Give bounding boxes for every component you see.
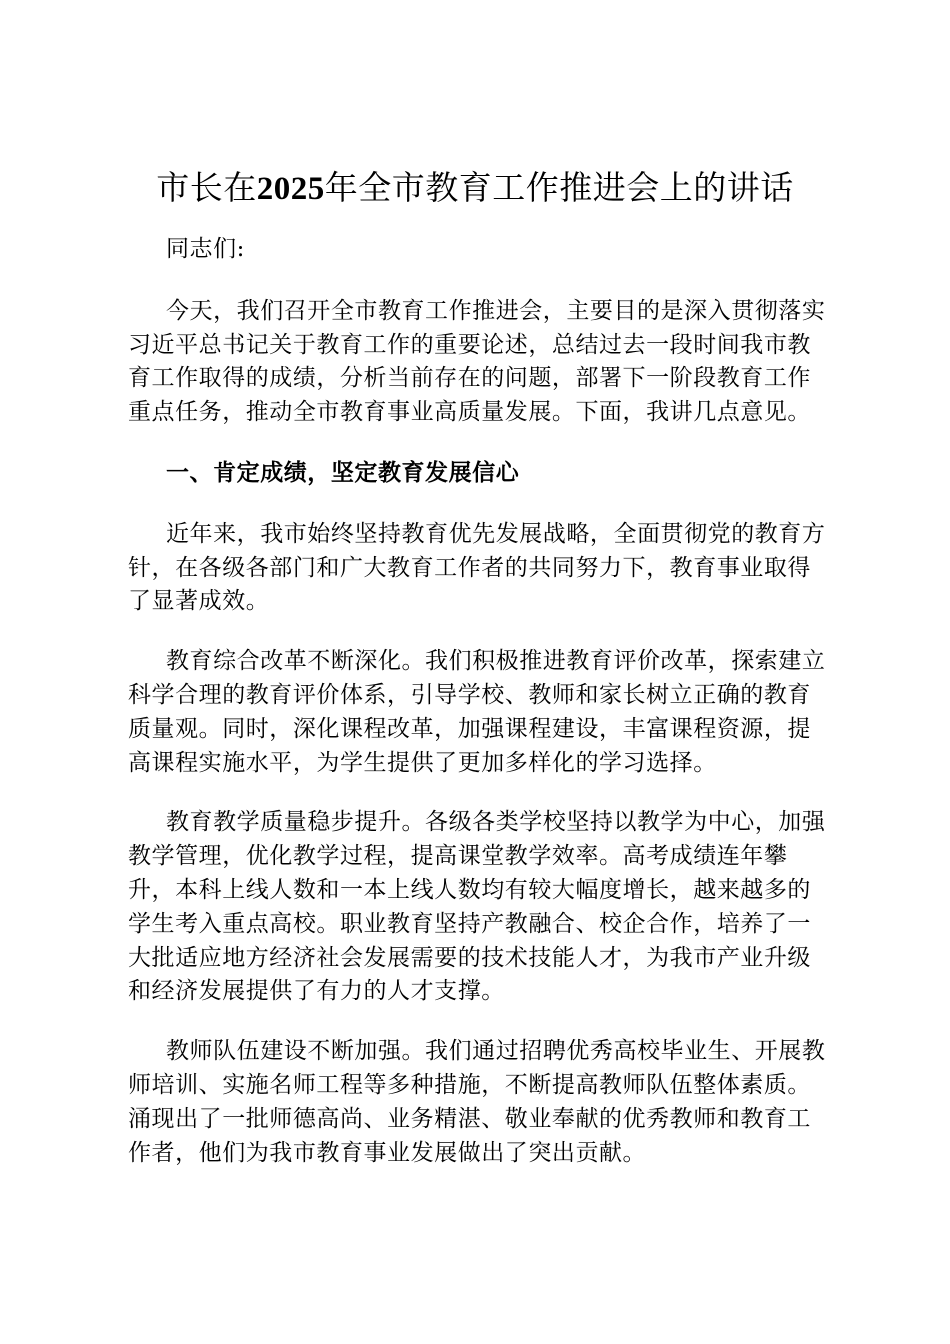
section-heading: 一、肯定成绩，坚定教育发展信心 [166, 458, 520, 486]
body-paragraph: 近年来，我市始终坚持教育优先发展战略，全面贯彻党的教育方针，在各级各部门和广大教育工作者的共同努力下，教育事业取得了显著成效。 [128, 520, 826, 615]
document-title [0, 166, 950, 211]
body-paragraph: 教育综合改革不断深化。我们积极推进教育评价改革，探索建立科学合理的教育评价体系，引导学校、教师和家长树立正确的教育质量观。同时，深化课程改革，加强课程建设，丰富课程资源，提高课程实施水平，为学生提供了更加多样化的学习选择。 [128, 648, 826, 776]
intro-paragraph: 今天，我们召开全市教育工作推进会，主要目的是深入贯彻落实习近平总书记关于教育工作的重要论述，总结过去一段时间我市教育工作取得的成绩，分析当前存在的问题，部署下一阶段教育工作重点任务，推动全市教育事业高质量发展。下面，我讲几点意见。 [128, 297, 826, 426]
title-year: 2025 [256, 171, 325, 207]
document-body [128, 233, 828, 1196]
title-suffix: 年全市教育工作推进会上的讲话 [324, 168, 794, 207]
body-paragraph: 教育教学质量稳步提升。各级各类学校坚持以教学为中心，加强教学管理，优化教学过程，提高课堂教学效率。高考成绩连年攀升，本科上线人数和一本上线人数均有较大幅度增长，越来越多的学生考入重点高校。职业教育坚持产教融合、校企合作，培养了一大批适应地方经济社会发展需要的技术技能人才，为我市产业升级和经济发展提供了有力的人才支撑。 [128, 809, 826, 1005]
title-prefix: 市长在 [156, 168, 257, 207]
body-paragraph: 教师队伍建设不断加强。我们通过招聘优秀高校毕业生、开展教师培训、实施名师工程等多种措施，不断提高教师队伍整体素质。涌现出了一批师德高尚、业务精湛、敬业奉献的优秀教师和教育工作者，他们为我市教育事业发展做出了突出贡献。 [128, 1038, 826, 1166]
salutation: 同志们: [166, 236, 245, 262]
